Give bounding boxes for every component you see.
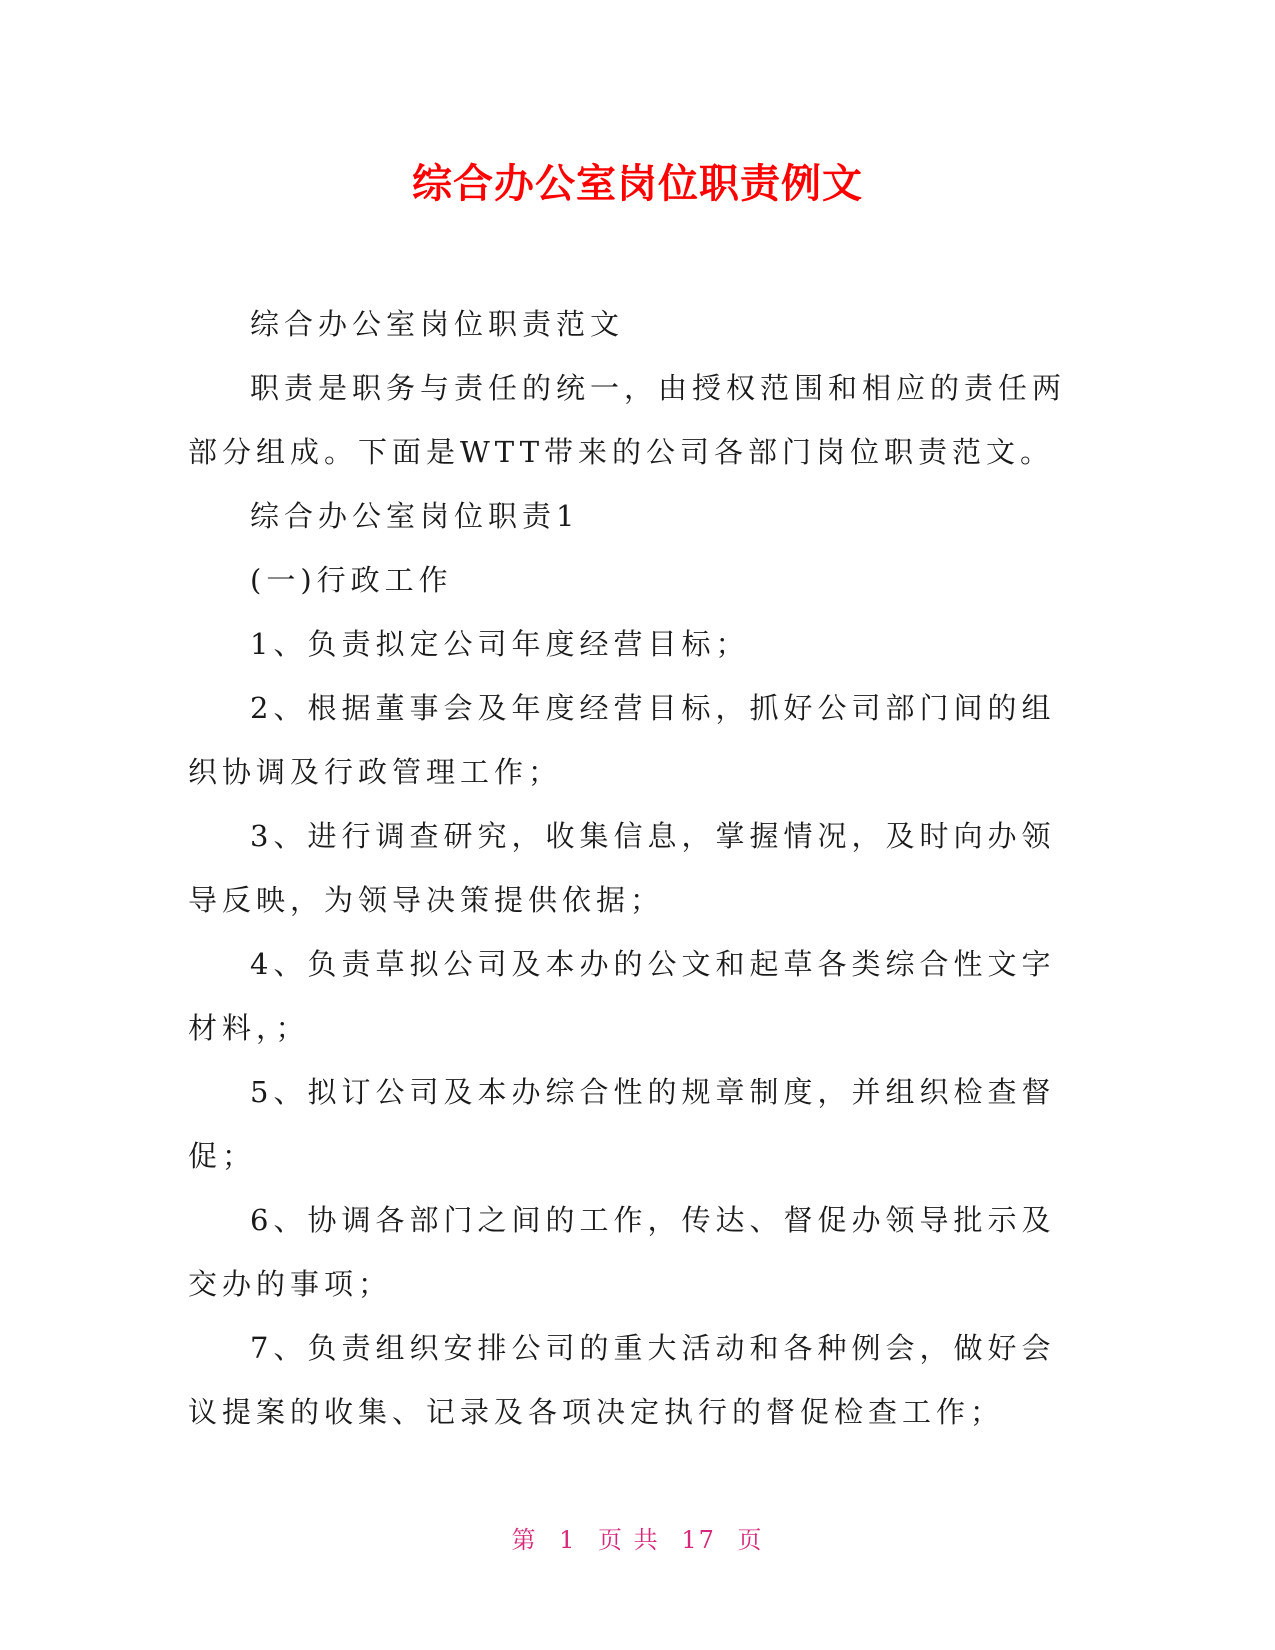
footer-label-page: 第 — [511, 1526, 538, 1554]
footer-label-of: 页 共 — [598, 1526, 660, 1554]
paragraph: 1、负责拟定公司年度经营目标； — [250, 627, 750, 661]
page-footer — [0, 1525, 1275, 1555]
document-title: 综合办公室岗位职责例文 — [412, 161, 863, 207]
paragraph: 综合办公室岗位职责范文 — [250, 307, 625, 341]
footer-label-pages: 页 — [737, 1526, 764, 1554]
paragraph: 7、负责组织安排公司的重大活动和各种例会，做好会议提案的收集、记录及各项决定执行的督促检查工作； — [188, 1331, 1056, 1429]
paragraph: 2、根据董事会及年度经营目标，抓好公司部门间的组织协调及行政管理工作； — [188, 691, 1056, 789]
paragraph: (一)行政工作 — [250, 563, 453, 597]
paragraph: 5、拟订公司及本办综合性的规章制度，并组织检查督促； — [188, 1075, 1056, 1173]
paragraph: 4、负责草拟公司及本办的公文和起草各类综合性文字材料，； — [188, 947, 1056, 1045]
paragraph: 6、协调各部门之间的工作，传达、督促办领导批示及交办的事项； — [188, 1203, 1056, 1301]
document-body — [188, 292, 1088, 1444]
paragraph: 职责是职务与责任的统一，由授权范围和相应的责任两部分组成。下面是WTT带来的公司各部门岗位职责范文。 — [188, 371, 1067, 469]
paragraph: 综合办公室岗位职责1 — [250, 499, 580, 533]
footer-total-pages: 17 — [681, 1526, 716, 1554]
paragraph: 3、进行调查研究，收集信息，掌握情况，及时向办领导反映，为领导决策提供依据； — [188, 819, 1056, 917]
footer-current-page: 1 — [559, 1526, 577, 1554]
